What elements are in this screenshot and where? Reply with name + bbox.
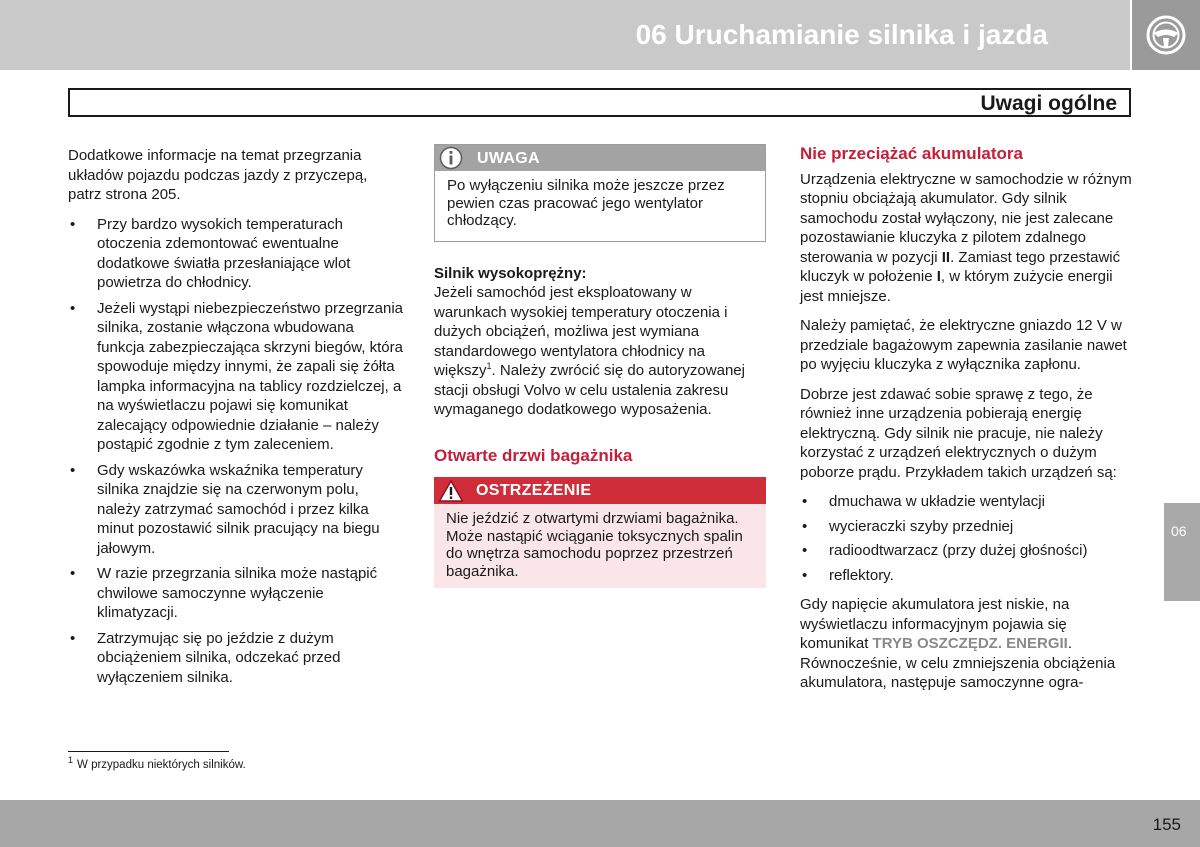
- info-icon: [439, 146, 463, 170]
- footer-band: [0, 800, 1200, 847]
- text-span: . Zamiast tego przestawić kluczyk w położenie: [800, 248, 1121, 285]
- battery-heading: Nie przeciążać akumulatora: [800, 144, 1023, 163]
- column-left: [68, 146, 403, 697]
- note-label: UWAGA: [477, 150, 540, 167]
- list-item: • dmuchawa w układzie wentylacji: [800, 492, 1132, 512]
- steering-wheel-icon: [1144, 14, 1188, 56]
- footnote-number: 1: [68, 755, 74, 766]
- section-title: Uwagi ogólne: [980, 92, 1117, 115]
- text-span: Gdy napięcie akumulatora jest niskie, na wyświetlaczu informacyjnym pojawia się komunikat: [800, 596, 1070, 652]
- column-middle: [434, 144, 766, 598]
- text-span: Urządzenia elektryczne w samochodzie w różnym stopniu obciążają akumulator. Gdy silnik samochodu został wyłączony, nie jest zalecane pozostawianie kluczyka z pilotem zdalnego sterowania w pozycji: [800, 170, 1132, 266]
- list-item: • Gdy wskazówka wskaźnika temperatury silnika znajdzie się na czerwonym polu, należy zatrzymać samochód i przez kilka minut pozostawić silnik pracujący na biegu jałowym.: [68, 461, 403, 559]
- text-span: . Równocześnie, w celu zmniejszenia obciążenia akumulatora, następuje samoczynne ogra-: [800, 635, 1116, 691]
- list-item: • reflektory.: [800, 566, 1132, 586]
- tailgate-heading: Otwarte drzwi bagażnika: [434, 445, 633, 465]
- key-position-i: I: [936, 268, 941, 285]
- intro-paragraph: Dodatkowe informacje na temat przegrzania układów pojazdu podczas jazdy z przyczepą, patrz strona 205.: [68, 147, 368, 203]
- page-number: 155: [1152, 815, 1181, 834]
- list-item: • Jeżeli wystąpi niebezpieczeństwo przegrzania silnika, zostanie włączona wbudowana funkcja zabezpieczająca skrzyni biegów, która spowoduje między innymi, że zapali się żółta lampka informacyjna na tablicy rozdzielczej, a na wyświetlaczu pojawi się komunikat zalecający odpowiednie działanie – należy postąpić zgodnie z tym zaleceniem.: [68, 299, 403, 455]
- warning-header: [434, 477, 766, 504]
- battery-paragraph-2: Należy pamiętać, że elektryczne gniazdo 12 V w przedziale bagażowym zapewnia zasilanie nawet po wyjęciu kluczyka z wyłącznika zapłonu.: [800, 317, 1127, 373]
- text-span: , w którym zużycie energii jest mniejsze.: [800, 268, 1113, 305]
- side-tab-label: 06: [1171, 523, 1187, 539]
- header-band: [0, 0, 1130, 70]
- note-header: [435, 145, 765, 171]
- diesel-heading: Silnik wysokoprężny:: [434, 264, 587, 282]
- key-position-ii: II: [941, 248, 951, 266]
- diesel-text-a: Jeżeli samochód jest eksploatowany w warunkach wysokiej temperatury otoczenia i dużych obciążeń, możliwa jest wymiana standardowego wentylatora chłodnicy na większy: [434, 284, 728, 379]
- list-item: • W razie przegrzania silnika może nastąpić chwilowe samoczynne wyłączenie klimatyzacji.: [68, 564, 403, 623]
- chapter-icon-box: [1132, 0, 1200, 70]
- warning-label: OSTRZEŻENIE: [476, 482, 592, 499]
- list-item: • Przy bardzo wysokich temperaturach otoczenia zdemontować ewentualne dodatkowe światła przesłaniające wlot powietrza do chłodnicy.: [68, 215, 403, 293]
- device-list: [800, 492, 1132, 585]
- diesel-text-b: . Należy zwrócić się do autoryzowanej stacji obsługi Volvo w celu ustalenia zakresu wymaganego dodatkowego wyposażenia.: [434, 362, 745, 418]
- battery-paragraph-1: [800, 170, 1132, 307]
- display-message: TRYB OSZCZĘDZ. ENERGII: [872, 635, 1068, 652]
- note-box: [434, 144, 766, 242]
- warning-box: [434, 477, 766, 588]
- battery-paragraph-3: Dobrze jest zdawać sobie sprawę z tego, że również inne urządzenia pobierają energię elektryczną. Gdy silnik nie pracuje, nie należy korzystać z urządzeń elektrycznych o dużym poborze prądu. Przykładem takich urządzeń są:: [800, 385, 1117, 481]
- footnote-text: W przypadku niektórych silników.: [77, 759, 246, 771]
- overheat-list: [68, 215, 403, 688]
- list-item: • wycieraczki szyby przedniej: [800, 517, 1132, 537]
- battery-paragraph-4: [800, 595, 1132, 693]
- column-right: [800, 144, 1132, 703]
- list-item: • radioodtwarzacz (przy dużej głośności): [800, 541, 1132, 561]
- list-item: • Zatrzymując się po jeździe z dużym obciążeniem silnika, odczekać przed wyłączeniem silnika.: [68, 629, 403, 688]
- footnote-ref: 1: [486, 361, 492, 371]
- chapter-side-tab: [1164, 503, 1200, 601]
- warning-triangle-icon: [438, 479, 464, 503]
- section-bar: [68, 88, 1131, 117]
- note-text: Po wyłączeniu silnika może jeszcze przez pewien czas pracować jego wentylator chłodzący.: [447, 177, 725, 229]
- chapter-title: 06 Uruchamianie silnika i jazda: [635, 19, 1048, 50]
- warning-text: Nie jeździć z otwartymi drzwiami bagażnika. Może nastąpić wciąganie toksycznych spalin do wnętrza samochodu poprzez przestrzeń bagażnika.: [434, 504, 766, 588]
- footnote-divider: [68, 751, 229, 752]
- diesel-paragraph: [434, 264, 766, 420]
- footnote: [68, 755, 246, 771]
